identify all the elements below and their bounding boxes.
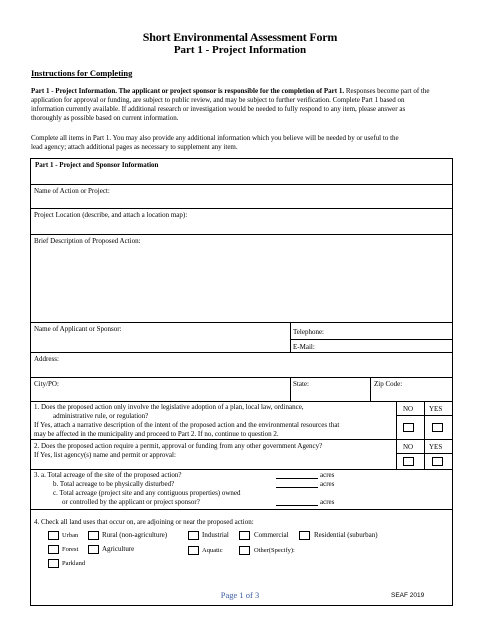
aquatic-checkbox[interactable] — [188, 546, 199, 555]
instructions-line-4: thoroughly as possible based on current information. — [31, 114, 179, 122]
question-1-line-2: administrative rule, or regulation? — [53, 412, 149, 420]
aquatic-label: Aquatic — [202, 547, 223, 554]
residential-checkbox[interactable] — [299, 531, 310, 540]
acres-3a-label: acres — [320, 471, 335, 479]
question-1-line-4: may be affected in the municipality and proceed to Part 2. If no, continue to question 2. — [34, 430, 279, 438]
form-subtitle: Part 1 - Project Information — [173, 44, 307, 56]
question-3a: 3. a. Total acreage of the site of the proposed action? — [34, 471, 182, 479]
form-title: Short Environmental Assessment Form — [142, 30, 338, 44]
industrial-label: Industrial — [202, 531, 229, 539]
question-4: 4. Check all land uses that occur on, are adjoining or near the proposed action: — [34, 518, 254, 526]
question-3c-line-1: c. Total acreage (project site and any contiguous properties) owned — [53, 489, 241, 497]
agriculture-checkbox[interactable] — [88, 545, 99, 554]
question-1-line-3: If Yes, attach a narrative description of the intent of the proposed action and the environmental resources that — [34, 421, 340, 429]
state-field[interactable]: State: — [293, 380, 309, 388]
q1-no-checkbox[interactable] — [403, 423, 414, 432]
telephone-field[interactable]: Telephone: — [293, 328, 324, 336]
instructions-line-2: application for approval or funding, are subject to public review, and may be subject to further verification. Complete Part 1 based on — [31, 96, 405, 104]
commercial-label: Commercial — [254, 531, 289, 539]
question-3c-line-2: or controlled by the applicant or project sponsor? — [62, 498, 200, 506]
urban-label: Urban — [62, 532, 79, 539]
residential-label: Residential (suburban) — [314, 531, 378, 539]
project-information-form — [30, 158, 453, 606]
question-2-line-1: 2. Does the proposed action require a permit, approval or funding from any other government Agency? — [34, 442, 323, 450]
q2-no-checkbox[interactable] — [403, 457, 414, 466]
parkland-checkbox[interactable] — [48, 559, 59, 568]
page-number: Page 1 of 3 — [220, 590, 260, 600]
acres-3c-label: acres — [320, 498, 335, 506]
industrial-checkbox[interactable] — [188, 531, 199, 540]
question-2-line-2: If Yes, list agency(s) name and permit or approval: — [34, 451, 176, 459]
instructions-paragraph-1 — [31, 87, 455, 123]
forest-checkbox[interactable] — [48, 545, 59, 554]
q1-yes-label: YES — [429, 405, 443, 413]
name-of-action-field[interactable]: Name of Action or Project: — [34, 187, 110, 195]
q1-no-label: NO — [403, 405, 414, 413]
instructions-line-1-rest: Responses become part of the — [344, 87, 430, 95]
address-field[interactable]: Address: — [34, 355, 59, 363]
applicant-name-field[interactable]: Name of Applicant or Sponsor: — [34, 325, 122, 333]
q2-yes-label: YES — [429, 443, 443, 451]
email-field[interactable]: E-Mail: — [293, 343, 315, 351]
rural-checkbox[interactable] — [88, 531, 99, 540]
instructions-line-3: information currently available. If additional research or investigation would be needed to fully respond to any item, please answer as — [31, 105, 406, 113]
other-checkbox[interactable] — [239, 546, 250, 555]
urban-checkbox[interactable] — [48, 531, 59, 540]
section-title: Part 1 - Project and Sponsor Information — [35, 161, 159, 169]
instructions-paragraph-2 — [31, 134, 455, 152]
acreage-3c-input[interactable] — [276, 505, 318, 506]
form-code: SEAF 2019 — [391, 592, 425, 599]
forest-label: Forest — [62, 546, 79, 553]
acres-3b-label: acres — [320, 480, 335, 488]
other-label: Other(Specify): — [254, 547, 295, 554]
agriculture-label: Agriculture — [102, 545, 135, 553]
zip-field[interactable]: Zip Code: — [374, 380, 403, 388]
project-location-field[interactable]: Project Location (describe, and attach a location map): — [34, 211, 188, 219]
instructions-p2-line-1: Complete all items in Part 1. You may also provide any additional information which you believe will be needed by or useful to the — [31, 134, 399, 142]
brief-description-field[interactable]: Brief Description of Proposed Action: — [34, 237, 141, 245]
rural-label: Rural (non-agriculture) — [102, 531, 168, 539]
q2-yes-checkbox[interactable] — [432, 457, 443, 466]
city-field[interactable]: City/PO: — [34, 380, 59, 388]
parkland-label: Parkland — [62, 560, 86, 567]
instructions-p2-line-2: lead agency; attach additional pages as necessary to supplement any item. — [31, 143, 238, 151]
commercial-checkbox[interactable] — [239, 531, 250, 540]
acreage-3a-input[interactable] — [276, 478, 318, 479]
instructions-heading: Instructions for Completing — [31, 68, 133, 78]
instructions-bold-lead: Part 1 - Project Information. The applicant or project sponsor is responsible for the completion of Part 1. — [31, 87, 345, 95]
question-3b: b. Total acreage to be physically disturbed? — [53, 480, 175, 488]
q2-no-label: NO — [403, 443, 414, 451]
q1-yes-checkbox[interactable] — [432, 423, 443, 432]
acreage-3b-input[interactable] — [276, 487, 318, 488]
question-1-line-1: 1. Does the proposed action only involve the legislative adoption of a plan, local law, ordinance, — [34, 403, 304, 411]
